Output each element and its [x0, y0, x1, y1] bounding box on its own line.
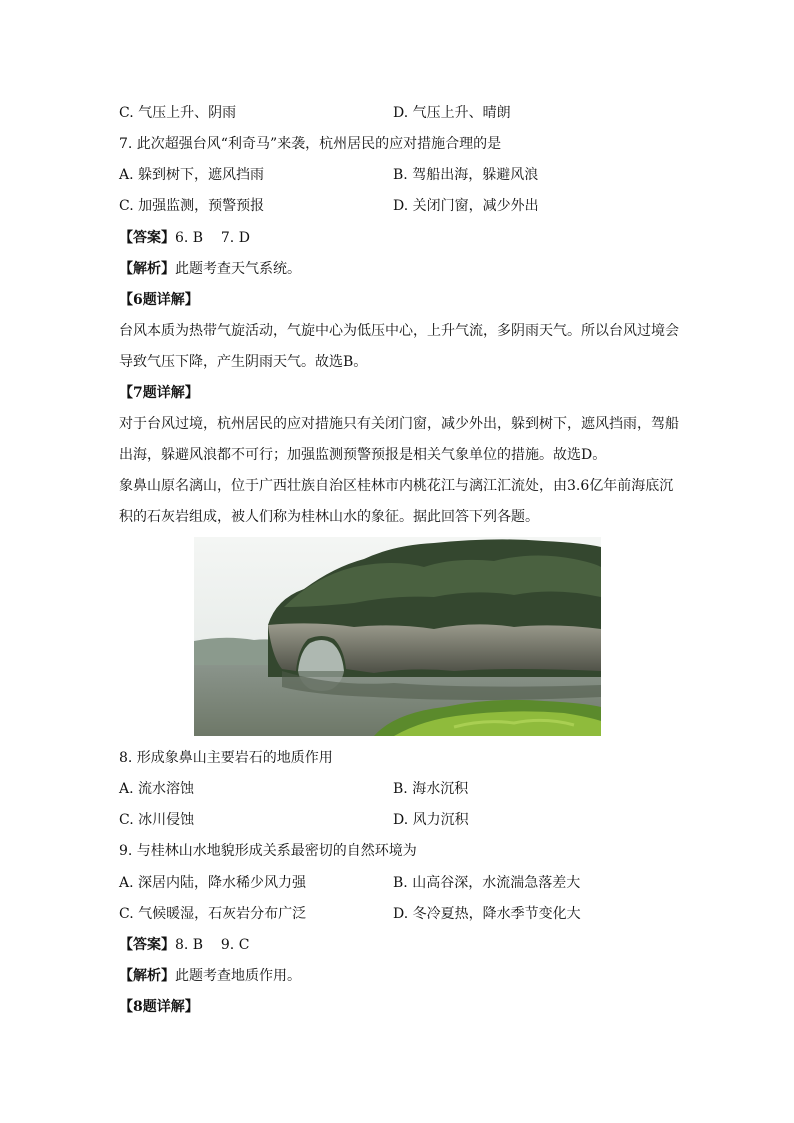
detail-6-heading: 【6题详解】: [119, 292, 199, 308]
analysis-text: 此题考查地质作用。: [175, 968, 301, 984]
q9-option-b: B. 山高谷深，水流湍急落差大: [393, 875, 581, 891]
q7-option-d: D. 关闭门窗，减少外出: [393, 198, 539, 214]
q6-option-c: C. 气压上升、阴雨: [119, 105, 237, 121]
detail-7-text: 对于台风过境，杭州居民的应对措施只有关闭门窗，减少外出，躲到树下，遮风挡雨，驾船出海，躲避风浪都不可行；加强监测预警预报是相关气象单位的措施。故选D。: [119, 416, 679, 463]
q8-option-d: D. 风力沉积: [393, 812, 469, 828]
answer-label: 【答案】: [119, 937, 175, 953]
q9-stem: 9. 与桂林山水地貌形成关系最密切的自然环境为: [119, 843, 417, 859]
elephant-trunk-hill-photo: [194, 537, 601, 736]
q8-option-c: C. 冰川侵蚀: [119, 812, 195, 828]
answer-text: 8. B 9. C: [175, 937, 250, 953]
q8-options-row-cd: [119, 810, 679, 830]
q9-option-a: A. 深居内陆，降水稀少风力强: [119, 875, 307, 891]
q8-option-a: A. 流水溶蚀: [119, 781, 195, 797]
q8-option-b: B. 海水沉积: [393, 781, 469, 797]
intro-paragraph: 象鼻山原名漓山，位于广西壮族自治区桂林市内桃花江与漓江汇流处，由3.6亿年前海底沉积的石灰岩组成，被人们称为桂林山水的象征。据此回答下列各题。: [119, 478, 674, 525]
q9-option-c: C. 气候暖湿，石灰岩分布广泛: [119, 906, 307, 922]
q7-options-row-cd: [119, 196, 679, 216]
answer-8-9: [119, 935, 249, 955]
q7-options-row-ab: [119, 165, 679, 185]
q6-option-d: D. 气压上升、晴朗: [393, 105, 511, 121]
q9-option-d: D. 冬冷夏热，降水季节变化大: [393, 906, 581, 922]
analysis-6-7: [119, 259, 301, 279]
analysis-label: 【解析】: [119, 968, 175, 984]
analysis-8-9: [119, 966, 301, 986]
answer-6-7: [119, 228, 250, 248]
q8-stem: 8. 形成象鼻山主要岩石的地质作用: [119, 750, 333, 766]
answer-text: 6. B 7. D: [175, 230, 250, 246]
detail-8-heading: 【8题详解】: [119, 999, 199, 1015]
q7-option-c: C. 加强监测，预警预报: [119, 198, 265, 214]
q7-stem: 7. 此次超强台风“利奇马”来袭，杭州居民的应对措施合理的是: [119, 136, 502, 152]
q7-option-b: B. 驾船出海，躲避风浪: [393, 167, 539, 183]
detail-7-heading: 【7题详解】: [119, 385, 199, 401]
detail-6-text: 台风本质为热带气旋活动，气旋中心为低压中心，上升气流，多阴雨天气。所以台风过境会导致气压下降，产生阴雨天气。故选B。: [119, 323, 679, 370]
analysis-text: 此题考查天气系统。: [175, 261, 301, 277]
analysis-label: 【解析】: [119, 261, 175, 277]
q9-options-row-ab: [119, 873, 679, 893]
q8-options-row-ab: [119, 779, 679, 799]
q9-options-row-cd: [119, 904, 679, 924]
q6-options-row-cd: [119, 103, 679, 123]
q7-option-a: A. 躲到树下，遮风挡雨: [119, 167, 265, 183]
answer-label: 【答案】: [119, 230, 175, 246]
